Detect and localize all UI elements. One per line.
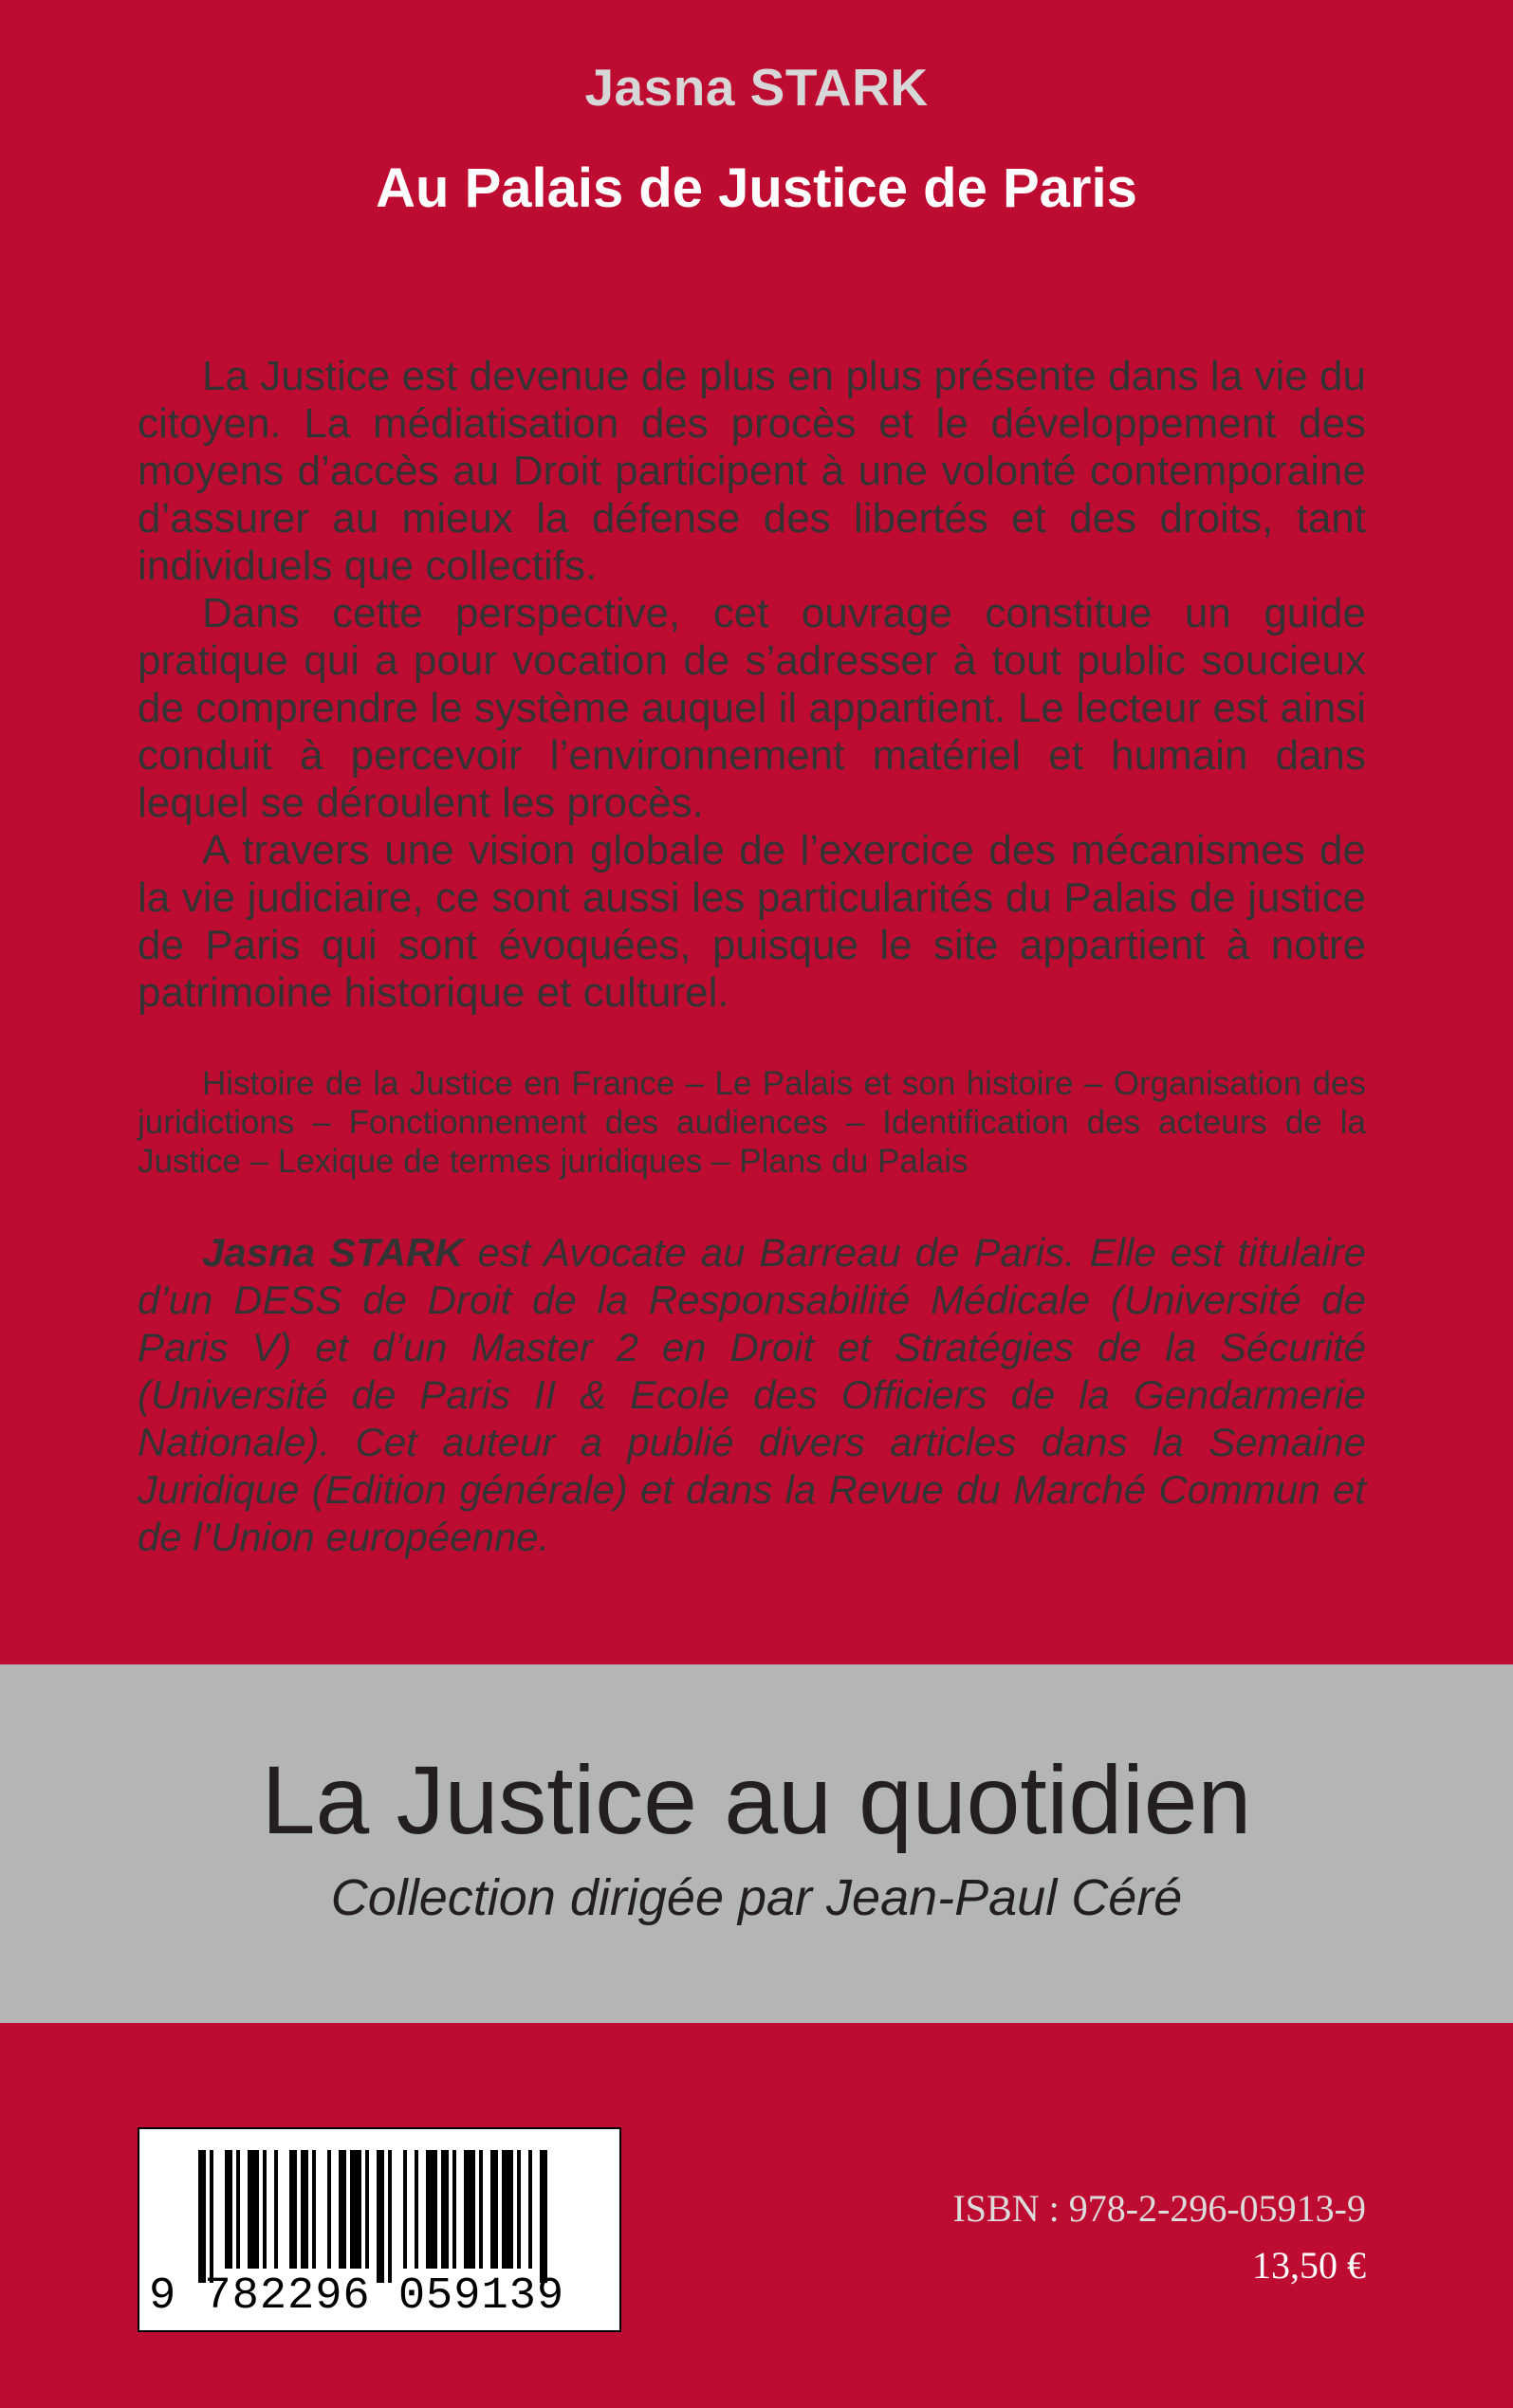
barcode-bar (225, 2150, 232, 2269)
author-name: Jasna STARK (584, 58, 929, 117)
barcode-digits: 9 782296 059139 (149, 2271, 565, 2322)
barcode-bar (479, 2150, 483, 2269)
price: 13,50 € (1252, 2244, 1366, 2287)
barcode-bar (490, 2150, 498, 2269)
barcode-bar (248, 2150, 259, 2269)
isbn: ISBN : 978-2-296-05913-9 (952, 2187, 1366, 2230)
barcode-bar (403, 2150, 407, 2269)
synopsis-paragraph-2: Dans cette perspective, cet ouvrage constitue un guide pratique qui a pour vocation de s’adresser à tout public soucieux de comprendre le système auquel il appartient. Le lecteur est ainsi conduit à percevoir l’environnement matériel et humain dans lequel se déroulent les procès. (138, 590, 1366, 826)
contents-keywords: Histoire de la Justice en France – Le Palais et son histoire – Organisation des juridictions – Fonctionnement des audiences – Identification des acteurs de la Justice – Lexique de termes juridiques – Plans du Palais (138, 1065, 1366, 1180)
barcode-bar (464, 2150, 475, 2269)
synopsis-paragraph-1: La Justice est devenue de plus en plus présente dans la vie du citoyen. La médiatisation des procès et le développement des moyens d’accès au Droit participent à une volonté contemporaine d’assurer au mieux la défense des libertés et des droits, tant individuels que collectifs. (138, 353, 1366, 589)
barcode-bar (502, 2150, 513, 2269)
synopsis-paragraph-3: A travers une vision globale de l’exercice des mécanismes de la vie judiciaire, ce sont aussi les particularités du Palais de justice de Paris qui sont évoquées, puisque le site appartient à notre patrimoine historique et culturel. (138, 827, 1366, 1016)
barcode-bar (528, 2150, 532, 2269)
barcode-bar (540, 2150, 547, 2283)
barcode-bar (415, 2150, 418, 2269)
book-title: Au Palais de Justice de Paris (376, 157, 1137, 219)
collection-director: Collection dirigée par Jean-Paul Céré (330, 1869, 1183, 1926)
barcode-bar (517, 2150, 521, 2269)
collection-name: La Justice au quotidien (261, 1746, 1252, 1854)
barcode-bar (198, 2150, 206, 2283)
barcode-bar (289, 2150, 297, 2269)
barcode-bar (312, 2150, 316, 2269)
barcode-bar (274, 2150, 278, 2269)
barcode-bar (301, 2150, 308, 2269)
barcode-bar (350, 2150, 361, 2269)
barcode-bar (388, 2150, 392, 2283)
barcode-bar (327, 2150, 331, 2269)
barcode-bar (339, 2150, 346, 2269)
barcode-bar (365, 2150, 369, 2269)
barcode-bar (263, 2150, 267, 2269)
synopsis (138, 353, 1366, 1017)
barcode-bar (452, 2150, 456, 2269)
barcode-bar (210, 2150, 213, 2283)
author-bio (138, 1229, 1366, 1561)
author-bio-name: Jasna STARK (202, 1230, 464, 1275)
barcode-bar (377, 2150, 384, 2283)
barcode-bar (236, 2150, 240, 2269)
author-bio-text: est Avocate au Barreau de Paris. Elle est titulaire d’un DESS de Droit de la Responsabilité Médicale (Université de Paris V) et d’un Master 2 en Droit et Stratégies de la Sécurité (Université de Paris II & Ecole des Officiers de la Gendarmerie Nationale). Cet auteur a publié divers articles dans la Semaine Juridique (Edition générale) et dans la Revue du Marché Commun et de l’Union européenne. (138, 1230, 1366, 1559)
barcode (138, 2127, 621, 2332)
barcode-bar (441, 2150, 449, 2269)
barcode-bar (426, 2150, 437, 2269)
